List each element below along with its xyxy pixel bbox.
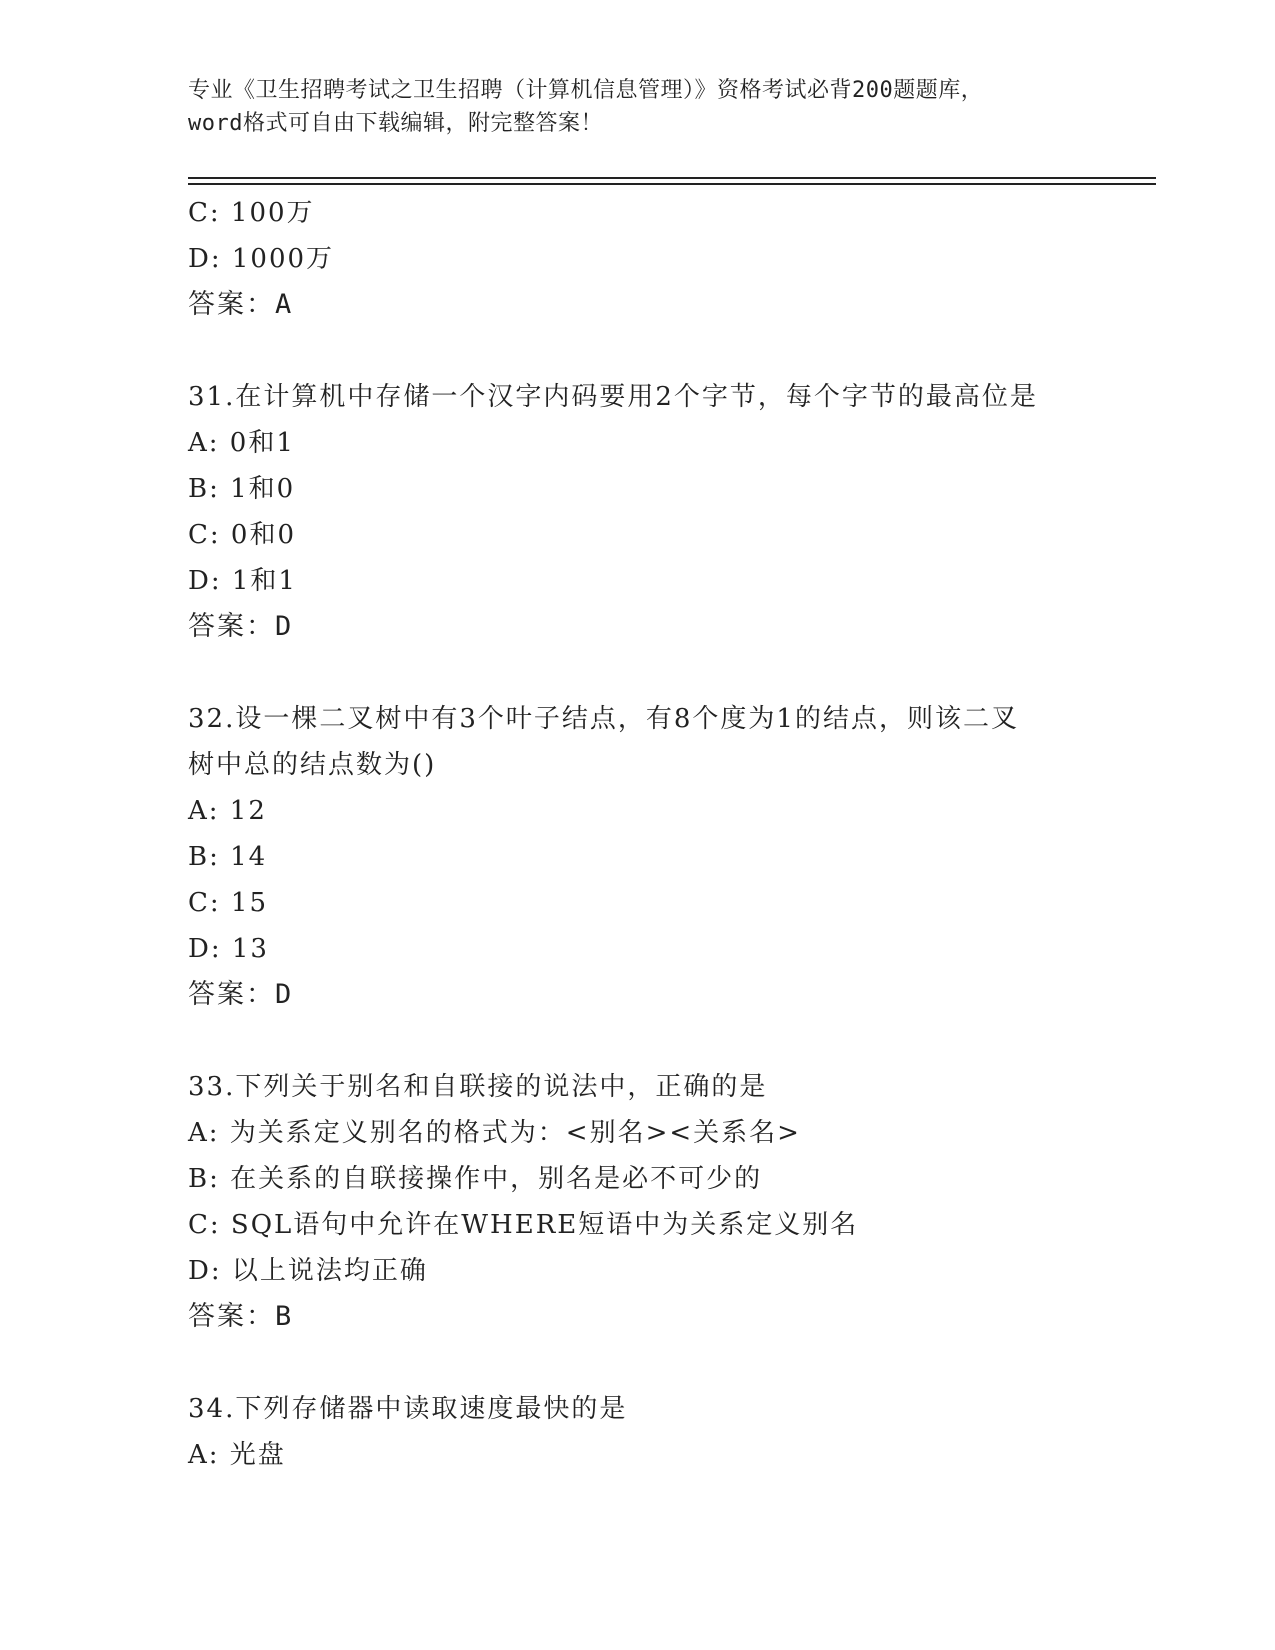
option-d: D: 13	[188, 934, 269, 964]
option-c: C: SQL语句中允许在WHERE短语中为关系定义别名	[188, 1210, 859, 1240]
question-stem: 31.在计算机中存储一个汉字内码要用2个字节，每个字节的最高位是	[188, 382, 1038, 412]
option-d: D: 以上说法均正确	[188, 1256, 428, 1286]
question-31	[188, 374, 1148, 650]
question-stem: 32.设一棵二叉树中有3个叶子结点，有8个度为1的结点，则该二叉	[188, 704, 1019, 734]
document-header	[188, 74, 1088, 140]
question-list	[188, 190, 1148, 1478]
answer-line: 答案：D	[188, 611, 294, 642]
answer-line: 答案：D	[188, 979, 294, 1010]
option-c: C: 100万	[188, 198, 315, 228]
answer-line: 答案：B	[188, 1301, 294, 1332]
question-34	[188, 1386, 1148, 1478]
question-stem: 34.下列存储器中读取速度最快的是	[188, 1394, 628, 1424]
question-33	[188, 1064, 1148, 1340]
question-stem-continued: 树中总的结点数为()	[188, 750, 437, 780]
option-a: A: 0和1	[188, 428, 295, 458]
question-stem: 33.下列关于别名和自联接的说法中，正确的是	[188, 1072, 768, 1102]
option-c: C: 0和0	[188, 520, 297, 550]
option-d: D: 1和1	[188, 566, 297, 596]
option-d: D: 1000万	[188, 244, 335, 274]
option-a: A: 光盘	[188, 1440, 286, 1470]
header-divider-bottom	[188, 183, 1156, 185]
option-b: B: 14	[188, 842, 268, 872]
option-b: B: 在关系的自联接操作中，别名是必不可少的	[188, 1164, 763, 1194]
header-divider-top	[188, 177, 1156, 179]
header-line-2: word格式可自由下载编辑，附完整答案！	[188, 111, 603, 136]
option-a: A: 12	[188, 796, 267, 826]
question-prev	[188, 190, 1148, 328]
header-line-1: 专业《卫生招聘考试之卫生招聘（计算机信息管理）》资格考试必背200题题库，	[188, 78, 984, 103]
option-b: B: 1和0	[188, 474, 296, 504]
answer-line: 答案：A	[188, 289, 294, 320]
option-c: C: 15	[188, 888, 269, 918]
option-a: A: 为关系定义别名的格式为：<别名><关系名>	[188, 1118, 801, 1148]
question-32	[188, 696, 1148, 1018]
